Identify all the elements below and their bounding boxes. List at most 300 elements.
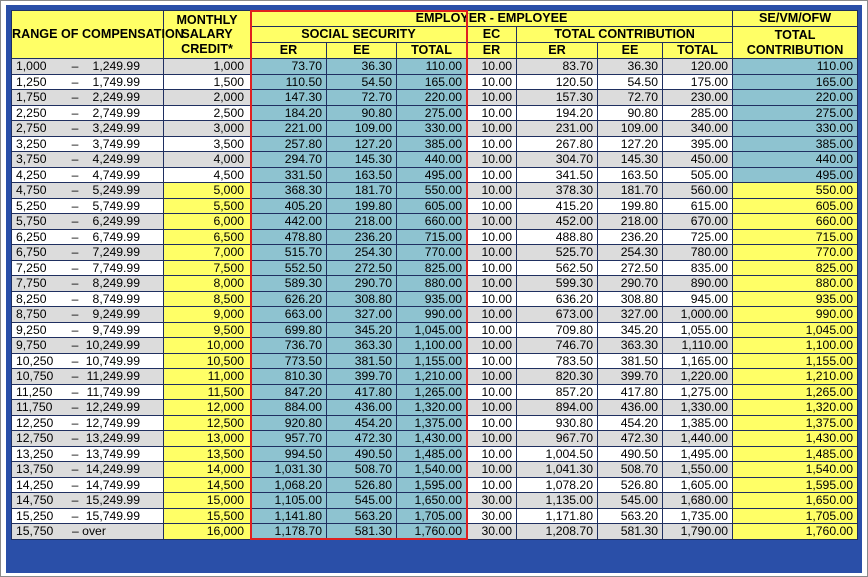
table-cell-tc-total: 340.00 [663, 121, 733, 137]
table-cell-tc-ee: 327.00 [598, 307, 663, 323]
table-cell-ss-total: 1,100.00 [397, 338, 467, 354]
table-cell-se-total: 1,650.00 [733, 493, 858, 509]
table-cell-tc-er: 267.80 [517, 136, 598, 152]
range-dash: – [71, 400, 79, 415]
table-cell-range [12, 167, 164, 183]
table-cell-ss-er: 994.50 [251, 446, 327, 462]
header-social-security: SOCIAL SECURITY [251, 27, 467, 43]
table-cell-tc-er: 930.80 [517, 415, 598, 431]
header-ss-ee: EE [327, 43, 397, 59]
table-cell-se-total: 660.00 [733, 214, 858, 230]
table-cell-ss-ee: 417.80 [327, 384, 397, 400]
table-cell-ss-er: 515.70 [251, 245, 327, 261]
table-row [12, 524, 858, 540]
range-from: 6,750 [16, 245, 47, 260]
table-cell-msc: 13,000 [164, 431, 251, 447]
range-from: 3,250 [16, 136, 47, 151]
table-cell-ec-er: 10.00 [467, 431, 517, 447]
table-cell-ss-total: 550.00 [397, 183, 467, 199]
range-dash: – [71, 307, 79, 322]
header-tc-ee: EE [598, 43, 663, 59]
table-cell-range [12, 524, 164, 540]
table-cell-ss-total: 715.00 [397, 229, 467, 245]
table-cell-tc-ee: 472.30 [598, 431, 663, 447]
range-from: 10,750 [16, 369, 54, 384]
table-cell-ss-ee: 181.70 [327, 183, 397, 199]
table-cell-range [12, 152, 164, 168]
table-cell-ec-er: 10.00 [467, 353, 517, 369]
table-cell-range [12, 322, 164, 338]
table-cell-ss-ee: 145.30 [327, 152, 397, 168]
table-cell-tc-ee: 508.70 [598, 462, 663, 478]
contribution-table [11, 10, 858, 540]
table-cell-tc-er: 194.20 [517, 105, 598, 121]
range-from: 4,250 [16, 167, 47, 182]
table-row [12, 400, 858, 416]
table-cell-ec-er: 10.00 [467, 121, 517, 137]
range-to: 5,249.99 [92, 183, 140, 198]
range-dash: – [71, 198, 79, 213]
range-to: 7,749.99 [92, 260, 140, 275]
table-cell-tc-ee: 272.50 [598, 260, 663, 276]
header-msc-line1: MONTHLY [176, 12, 238, 27]
table-cell-msc: 2,000 [164, 90, 251, 106]
table-cell-ss-total: 1,485.00 [397, 446, 467, 462]
header-ss-total: TOTAL [397, 43, 467, 59]
table-cell-ss-ee: 508.70 [327, 462, 397, 478]
range-to: 9,249.99 [92, 307, 140, 322]
table-cell-ss-er: 847.20 [251, 384, 327, 400]
header-se-total-line1: TOTAL [774, 28, 816, 43]
range-to: 11,249.99 [86, 369, 140, 384]
table-cell-ec-er: 10.00 [467, 214, 517, 230]
table-cell-ss-ee: 436.00 [327, 400, 397, 416]
table-cell-ss-ee: 581.30 [327, 524, 397, 540]
table-cell-ss-er: 184.20 [251, 105, 327, 121]
table-cell-range [12, 400, 164, 416]
range-dash: – [71, 74, 79, 89]
range-from: 5,750 [16, 214, 47, 229]
table-cell-range [12, 462, 164, 478]
table-cell-msc: 10,500 [164, 353, 251, 369]
table-row [12, 307, 858, 323]
table-cell-se-total: 1,485.00 [733, 446, 858, 462]
table-cell-tc-ee: 254.30 [598, 245, 663, 261]
table-row [12, 446, 858, 462]
table-cell-ec-er: 10.00 [467, 276, 517, 292]
table-row [12, 477, 858, 493]
table-cell-tc-ee: 145.30 [598, 152, 663, 168]
range-from: 12,250 [16, 415, 54, 430]
table-cell-tc-er: 599.30 [517, 276, 598, 292]
table-cell-range [12, 384, 164, 400]
table-cell-ss-total: 1,705.00 [397, 508, 467, 524]
table-cell-ss-er: 1,141.80 [251, 508, 327, 524]
range-to: 15,749.99 [85, 508, 140, 523]
table-cell-tc-ee: 127.20 [598, 136, 663, 152]
range-dash: – [71, 431, 79, 446]
table-cell-tc-er: 304.70 [517, 152, 598, 168]
table-cell-ss-ee: 363.30 [327, 338, 397, 354]
table-cell-range [12, 245, 164, 261]
table-cell-tc-total: 1,550.00 [663, 462, 733, 478]
table-cell-ss-ee: 308.80 [327, 291, 397, 307]
table-cell-ss-total: 165.00 [397, 74, 467, 90]
table-row [12, 260, 858, 276]
table-cell-ss-er: 405.20 [251, 198, 327, 214]
table-cell-tc-ee: 199.80 [598, 198, 663, 214]
range-to: 14,749.99 [85, 477, 140, 492]
table-cell-ss-total: 1,045.00 [397, 322, 467, 338]
table-cell-ss-er: 957.70 [251, 431, 327, 447]
table-cell-ss-er: 663.00 [251, 307, 327, 323]
table-row [12, 167, 858, 183]
range-from: 15,750 [16, 524, 54, 539]
range-to: 12,249.99 [85, 400, 140, 415]
table-cell-se-total: 1,375.00 [733, 415, 858, 431]
table-cell-ss-ee: 472.30 [327, 431, 397, 447]
table-row [12, 338, 858, 354]
table-cell-ss-ee: 454.20 [327, 415, 397, 431]
range-to: 6,749.99 [92, 229, 140, 244]
table-cell-ss-er: 626.20 [251, 291, 327, 307]
table-cell-tc-er: 415.20 [517, 198, 598, 214]
table-cell-ss-total: 605.00 [397, 198, 467, 214]
table-cell-se-total: 440.00 [733, 152, 858, 168]
table-cell-ss-total: 1,375.00 [397, 415, 467, 431]
table-row [12, 198, 858, 214]
table-cell-ss-total: 1,540.00 [397, 462, 467, 478]
range-from: 13,750 [16, 462, 54, 477]
table-cell-se-total: 1,045.00 [733, 322, 858, 338]
table-cell-tc-ee: 490.50 [598, 446, 663, 462]
header-se-total-line2: CONTRIBUTION [746, 42, 844, 57]
table-cell-se-total: 330.00 [733, 121, 858, 137]
table-cell-ss-ee: 163.50 [327, 167, 397, 183]
range-to: 1,749.99 [92, 74, 140, 89]
range-to: 10,249.99 [85, 338, 140, 353]
table-cell-se-total: 220.00 [733, 90, 858, 106]
table-cell-ec-er: 10.00 [467, 90, 517, 106]
table-cell-range [12, 260, 164, 276]
table-cell-ec-er: 10.00 [467, 260, 517, 276]
range-from: 7,250 [16, 260, 47, 275]
table-cell-tc-total: 230.00 [663, 90, 733, 106]
table-cell-se-total: 550.00 [733, 183, 858, 199]
contribution-table-sheet [6, 5, 862, 573]
range-dash: – [71, 59, 79, 74]
table-cell-range [12, 307, 164, 323]
table-row [12, 493, 858, 509]
table-cell-range [12, 214, 164, 230]
range-from: 11,250 [16, 384, 53, 399]
table-cell-msc: 11,000 [164, 369, 251, 385]
table-cell-tc-ee: 454.20 [598, 415, 663, 431]
table-cell-ec-er: 30.00 [467, 524, 517, 540]
range-to: 9,749.99 [92, 322, 140, 337]
range-dash: – [71, 369, 79, 384]
table-cell-msc: 16,000 [164, 524, 251, 540]
table-cell-tc-ee: 109.00 [598, 121, 663, 137]
range-dash: – [71, 167, 79, 182]
table-cell-ec-er: 10.00 [467, 446, 517, 462]
table-cell-tc-er: 857.20 [517, 384, 598, 400]
table-cell-msc: 6,000 [164, 214, 251, 230]
table-cell-ss-ee: 345.20 [327, 322, 397, 338]
table-cell-range [12, 136, 164, 152]
range-to: 8,249.99 [92, 276, 140, 291]
table-cell-ss-total: 110.00 [397, 59, 467, 75]
table-cell-ec-er: 10.00 [467, 136, 517, 152]
table-cell-tc-total: 560.00 [663, 183, 733, 199]
table-cell-ss-er: 294.70 [251, 152, 327, 168]
range-dash: – [71, 245, 79, 260]
range-dash: – [71, 291, 79, 306]
table-cell-ss-total: 1,210.00 [397, 369, 467, 385]
table-cell-tc-total: 1,165.00 [663, 353, 733, 369]
table-cell-ss-total: 1,595.00 [397, 477, 467, 493]
table-cell-tc-total: 945.00 [663, 291, 733, 307]
table-cell-tc-er: 83.70 [517, 59, 598, 75]
table-row [12, 214, 858, 230]
range-from: 8,750 [16, 307, 47, 322]
table-cell-tc-total: 450.00 [663, 152, 733, 168]
table-cell-ss-er: 1,178.70 [251, 524, 327, 540]
table-cell-tc-ee: 545.00 [598, 493, 663, 509]
table-cell-ss-ee: 127.20 [327, 136, 397, 152]
range-to: 8,749.99 [92, 291, 140, 306]
table-cell-tc-total: 1,440.00 [663, 431, 733, 447]
range-dash: – [71, 105, 79, 120]
table-cell-range [12, 508, 164, 524]
table-cell-se-total: 1,155.00 [733, 353, 858, 369]
table-cell-tc-er: 488.80 [517, 229, 598, 245]
range-dash: – [71, 90, 79, 105]
table-cell-se-total: 935.00 [733, 291, 858, 307]
table-cell-ss-ee: 54.50 [327, 74, 397, 90]
table-cell-ss-total: 990.00 [397, 307, 467, 323]
table-cell-se-total: 385.00 [733, 136, 858, 152]
table-cell-tc-total: 285.00 [663, 105, 733, 121]
range-dash: – [71, 415, 79, 430]
range-to: – over [72, 524, 106, 539]
table-cell-tc-er: 783.50 [517, 353, 598, 369]
table-cell-tc-er: 525.70 [517, 245, 598, 261]
table-cell-ss-er: 1,068.20 [251, 477, 327, 493]
range-to: 3,249.99 [92, 121, 140, 136]
range-to: 5,749.99 [92, 198, 140, 213]
table-cell-range [12, 59, 164, 75]
table-cell-ss-total: 385.00 [397, 136, 467, 152]
table-cell-se-total: 165.00 [733, 74, 858, 90]
table-cell-ec-er: 10.00 [467, 291, 517, 307]
range-dash: – [71, 493, 79, 508]
table-cell-range [12, 183, 164, 199]
header-tc-er: ER [517, 43, 598, 59]
table-cell-ss-total: 330.00 [397, 121, 467, 137]
range-dash: – [71, 446, 79, 461]
table-cell-tc-total: 725.00 [663, 229, 733, 245]
table-row [12, 353, 858, 369]
table-cell-tc-total: 1,110.00 [663, 338, 733, 354]
table-row [12, 152, 858, 168]
table-cell-msc: 5,000 [164, 183, 251, 199]
table-cell-se-total: 990.00 [733, 307, 858, 323]
table-cell-msc: 1,000 [164, 59, 251, 75]
header-tc-total: TOTAL [663, 43, 733, 59]
table-row [12, 183, 858, 199]
table-cell-ec-er: 10.00 [467, 477, 517, 493]
table-cell-se-total: 880.00 [733, 276, 858, 292]
table-cell-tc-total: 505.00 [663, 167, 733, 183]
table-cell-msc: 14,500 [164, 477, 251, 493]
table-cell-tc-ee: 436.00 [598, 400, 663, 416]
table-cell-tc-er: 452.00 [517, 214, 598, 230]
table-cell-tc-total: 175.00 [663, 74, 733, 90]
table-row [12, 431, 858, 447]
table-cell-tc-er: 673.00 [517, 307, 598, 323]
range-from: 11,750 [16, 400, 53, 415]
table-cell-tc-er: 894.00 [517, 400, 598, 416]
table-cell-ss-er: 147.30 [251, 90, 327, 106]
table-cell-ec-er: 10.00 [467, 462, 517, 478]
table-cell-tc-total: 1,680.00 [663, 493, 733, 509]
table-cell-ss-ee: 563.20 [327, 508, 397, 524]
table-cell-ss-er: 552.50 [251, 260, 327, 276]
range-from: 9,750 [16, 338, 47, 353]
table-cell-tc-er: 231.00 [517, 121, 598, 137]
range-from: 10,250 [16, 353, 54, 368]
range-to: 6,249.99 [92, 214, 140, 229]
range-dash: – [71, 183, 79, 198]
table-cell-ss-er: 773.50 [251, 353, 327, 369]
table-cell-ec-er: 10.00 [467, 59, 517, 75]
table-cell-tc-er: 378.30 [517, 183, 598, 199]
table-cell-ss-ee: 545.00 [327, 493, 397, 509]
range-dash: – [71, 353, 79, 368]
table-cell-tc-total: 1,735.00 [663, 508, 733, 524]
table-cell-msc: 4,000 [164, 152, 251, 168]
table-row [12, 291, 858, 307]
header-ec-er: ER [467, 43, 517, 59]
table-cell-tc-er: 820.30 [517, 369, 598, 385]
range-from: 6,250 [16, 229, 47, 244]
table-cell-range [12, 74, 164, 90]
table-cell-ss-er: 221.00 [251, 121, 327, 137]
table-cell-se-total: 1,430.00 [733, 431, 858, 447]
table-cell-se-total: 605.00 [733, 198, 858, 214]
table-row [12, 136, 858, 152]
range-to: 4,249.99 [92, 152, 140, 167]
table-cell-ec-er: 10.00 [467, 369, 517, 385]
table-cell-msc: 14,000 [164, 462, 251, 478]
table-cell-tc-total: 1,220.00 [663, 369, 733, 385]
range-dash: – [71, 121, 79, 136]
table-cell-ss-er: 884.00 [251, 400, 327, 416]
table-cell-ec-er: 10.00 [467, 338, 517, 354]
table-cell-tc-total: 1,495.00 [663, 446, 733, 462]
table-cell-range [12, 121, 164, 137]
table-cell-tc-total: 780.00 [663, 245, 733, 261]
table-cell-tc-er: 120.50 [517, 74, 598, 90]
table-cell-se-total: 1,760.00 [733, 524, 858, 540]
table-row [12, 276, 858, 292]
range-dash: – [71, 338, 79, 353]
table-cell-ss-er: 1,031.30 [251, 462, 327, 478]
table-cell-tc-total: 120.00 [663, 59, 733, 75]
table-cell-ss-er: 736.70 [251, 338, 327, 354]
table-cell-ss-total: 440.00 [397, 152, 467, 168]
table-cell-tc-er: 1,135.00 [517, 493, 598, 509]
table-cell-se-total: 1,705.00 [733, 508, 858, 524]
range-to: 10,749.99 [85, 353, 140, 368]
header-msc-line3: CREDIT* [181, 41, 233, 56]
table-cell-tc-er: 1,041.30 [517, 462, 598, 478]
header-ec: EC [467, 27, 517, 43]
table-cell-tc-total: 395.00 [663, 136, 733, 152]
range-to: 14,249.99 [85, 462, 140, 477]
table-cell-msc: 11,500 [164, 384, 251, 400]
header-se-total-contribution [733, 27, 858, 59]
table-cell-se-total: 1,595.00 [733, 477, 858, 493]
table-cell-ss-er: 368.30 [251, 183, 327, 199]
range-from: 1,250 [16, 74, 47, 89]
table-cell-tc-er: 1,078.20 [517, 477, 598, 493]
table-cell-ss-er: 920.80 [251, 415, 327, 431]
table-cell-se-total: 495.00 [733, 167, 858, 183]
range-to: 2,249.99 [92, 90, 140, 105]
table-cell-tc-ee: 399.70 [598, 369, 663, 385]
table-cell-tc-ee: 308.80 [598, 291, 663, 307]
table-cell-tc-ee: 526.80 [598, 477, 663, 493]
table-cell-range [12, 493, 164, 509]
table-cell-tc-total: 1,790.00 [663, 524, 733, 540]
table-cell-tc-er: 562.50 [517, 260, 598, 276]
table-cell-ss-total: 825.00 [397, 260, 467, 276]
table-cell-tc-ee: 236.20 [598, 229, 663, 245]
table-row [12, 415, 858, 431]
table-cell-ec-er: 10.00 [467, 415, 517, 431]
table-cell-ss-er: 110.50 [251, 74, 327, 90]
range-dash: – [71, 384, 79, 399]
table-cell-ss-er: 442.00 [251, 214, 327, 230]
table-cell-tc-total: 670.00 [663, 214, 733, 230]
range-to: 4,749.99 [92, 167, 140, 182]
range-from: 1,000 [16, 59, 47, 74]
table-cell-se-total: 1,320.00 [733, 400, 858, 416]
table-cell-ss-total: 935.00 [397, 291, 467, 307]
range-from: 3,750 [16, 152, 47, 167]
table-cell-ss-total: 1,265.00 [397, 384, 467, 400]
table-cell-tc-total: 890.00 [663, 276, 733, 292]
range-from: 9,250 [16, 322, 47, 337]
table-cell-ss-er: 257.80 [251, 136, 327, 152]
table-cell-range [12, 90, 164, 106]
table-row [12, 59, 858, 75]
table-row [12, 105, 858, 121]
table-cell-msc: 4,500 [164, 167, 251, 183]
table-cell-tc-ee: 163.50 [598, 167, 663, 183]
table-cell-se-total: 770.00 [733, 245, 858, 261]
table-cell-tc-total: 1,330.00 [663, 400, 733, 416]
table-cell-msc: 12,000 [164, 400, 251, 416]
table-cell-msc: 9,500 [164, 322, 251, 338]
table-cell-ss-total: 495.00 [397, 167, 467, 183]
table-cell-tc-ee: 290.70 [598, 276, 663, 292]
table-cell-ec-er: 10.00 [467, 105, 517, 121]
table-row [12, 121, 858, 137]
range-dash: – [71, 260, 79, 275]
